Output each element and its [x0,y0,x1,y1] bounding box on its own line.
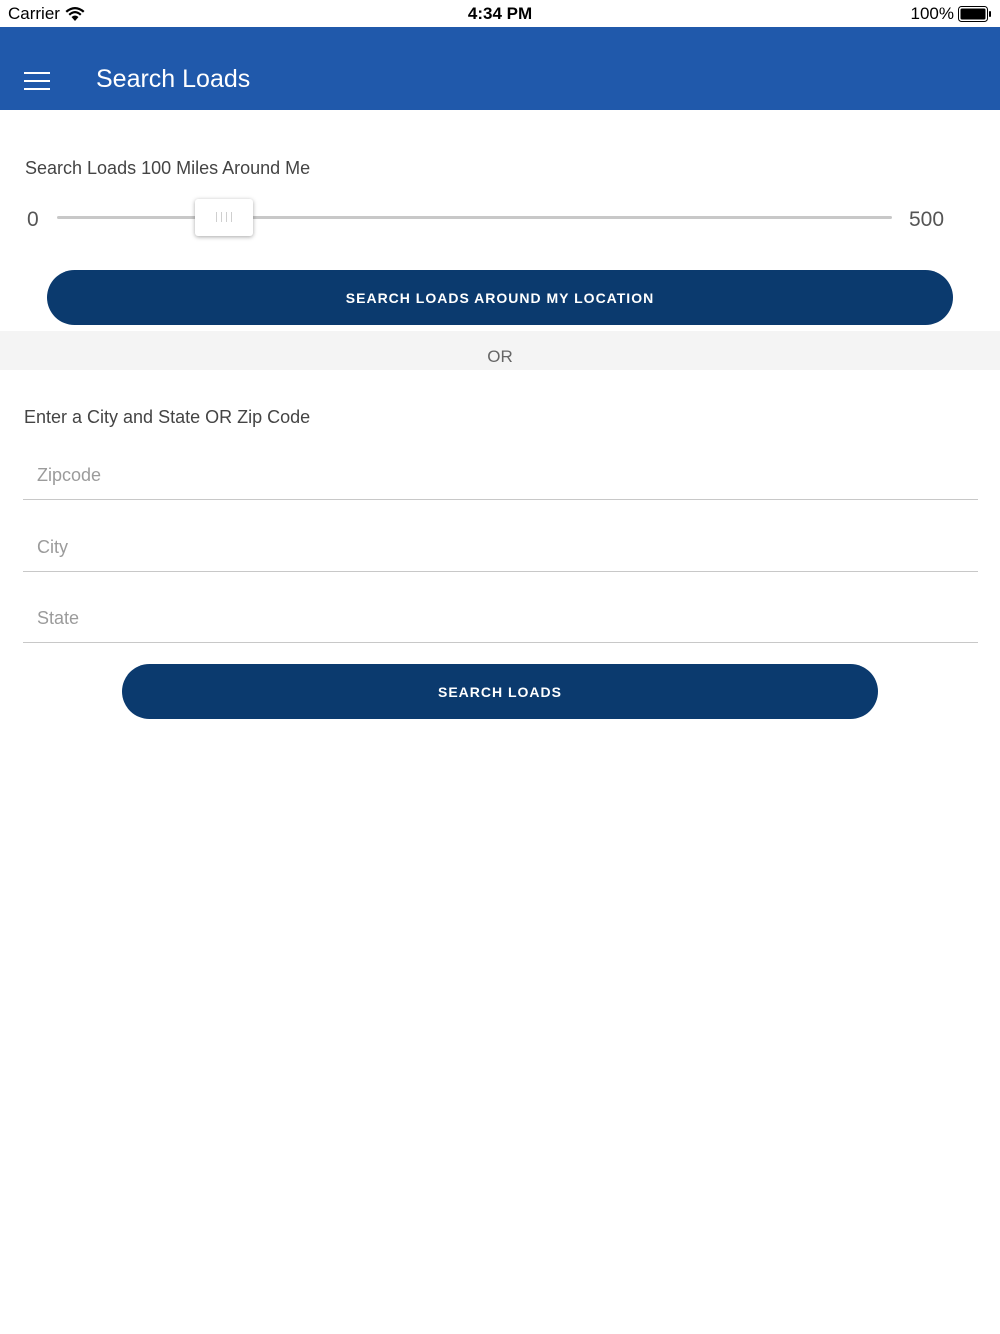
slider-max-label: 500 [909,208,945,231]
or-label: OR [487,347,513,366]
city-input[interactable] [35,531,969,563]
radius-slider-track[interactable] [57,216,892,219]
status-bar [0,0,1000,27]
zipcode-field [23,449,978,500]
slider-min-label: 0 [27,208,39,231]
page-title: Search Loads [96,65,251,93]
battery-icon [958,6,992,22]
search-loads-button[interactable]: SEARCH LOADS [122,664,878,719]
city-field [23,521,978,572]
app-bar [0,27,1000,110]
slider-grip-icon [216,212,233,222]
state-field [23,592,978,643]
radius-label: Search Loads 100 Miles Around Me [25,158,311,178]
radius-slider-thumb[interactable] [195,199,253,236]
zipcode-input[interactable] [35,459,969,491]
status-time: 4:34 PM [467,4,533,23]
battery-percentage: 100% [910,4,954,23]
carrier-label: Carrier [8,4,60,23]
location-label: Enter a City and State OR Zip Code [24,407,311,427]
hamburger-menu-icon[interactable] [24,69,51,93]
or-divider [0,331,1000,370]
search-around-location-button[interactable]: SEARCH LOADS AROUND MY LOCATION [47,270,953,325]
state-input[interactable] [35,602,969,634]
